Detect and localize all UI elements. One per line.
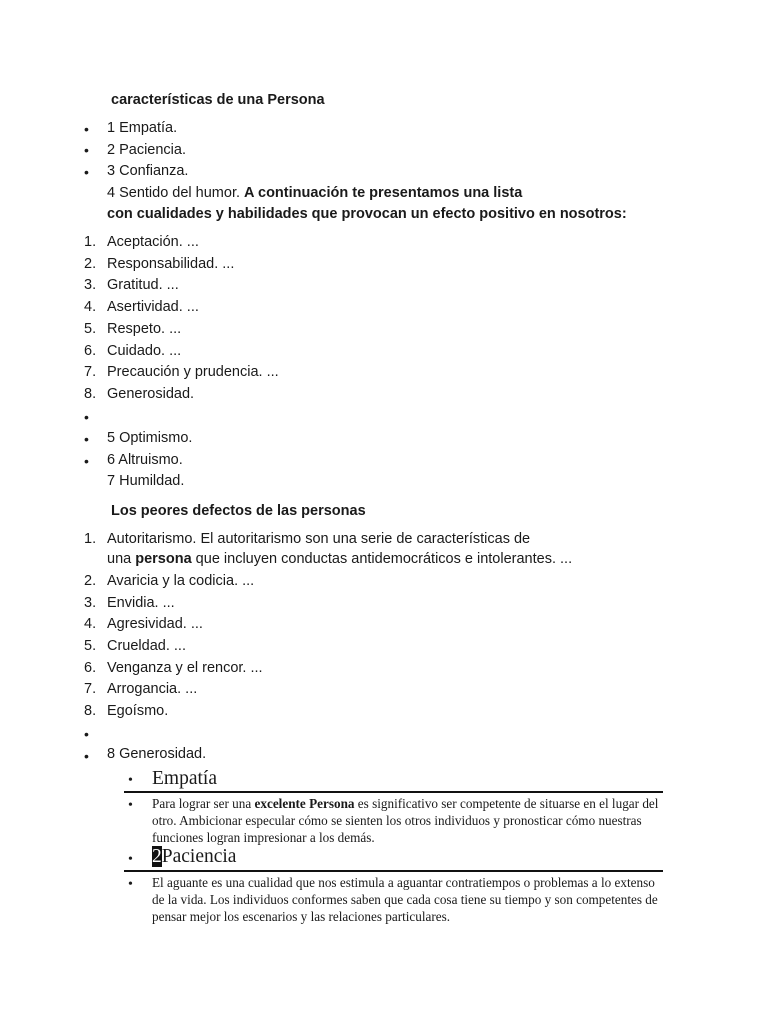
serif-heading-paciencia (152, 846, 236, 868)
bullet-dot: • (128, 773, 133, 788)
bullet-dot: • (84, 453, 89, 469)
bullet-dot: • (84, 726, 89, 742)
intro-line-1 (107, 185, 522, 201)
list-item: 2 Paciencia. (107, 142, 186, 158)
list-item: Arrogancia. ... (107, 681, 198, 697)
divider (124, 870, 663, 872)
item-text: una (107, 551, 136, 567)
bullet-dot: • (84, 142, 89, 158)
list-number: 8. (84, 386, 97, 402)
intro-bold-2: con cualidades y habilidades que provocan un efecto positivo en nosotros: (107, 206, 627, 222)
list-item: 3 Confianza. (107, 163, 189, 179)
list-item: 6 Altruismo. (107, 452, 183, 468)
list-item: Respeto. ... (107, 321, 182, 337)
list-item: Precaución y prudencia. ... (107, 364, 279, 380)
bullet-dot: • (84, 431, 89, 447)
bullet-dot: • (84, 409, 89, 425)
serif-heading-empatia: Empatía (152, 768, 217, 789)
para-text: es significativo ser competente de situarse en el lugar del otro. Ambicionar especular cómo se sienten los otros individuos y pronosticar cómo nuestras funciones logran impresionar a los demás. (152, 796, 659, 845)
bullet-dot: • (128, 877, 133, 892)
list-item: 8 Generosidad. (107, 746, 207, 762)
list-item: 5 Optimismo. (107, 430, 193, 446)
list-item: Asertividad. ... (107, 299, 199, 315)
list-item: Envidia. ... (107, 595, 175, 611)
bullet-dot: • (128, 798, 133, 813)
list-number: 1. (84, 234, 97, 250)
list-number: 5. (84, 321, 97, 337)
list-item: 7 Humildad. (107, 473, 185, 489)
list-number: 3. (84, 277, 97, 293)
list-item: Avaricia y la codicia. ... (107, 573, 255, 589)
list-number: 2. (84, 256, 97, 272)
list-item: Cuidado. ... (107, 343, 182, 359)
list-item: Crueldad. ... (107, 638, 186, 654)
list-item: Venganza y el rencor. ... (107, 660, 263, 676)
bullet-dot: • (128, 852, 133, 867)
section1-title: características de una Persona (111, 92, 325, 108)
list-item: Egoísmo. (107, 703, 169, 719)
heading-text: Paciencia (161, 846, 237, 867)
list-number: 3. (84, 595, 97, 611)
list-number: 1. (84, 531, 97, 547)
paragraph-paciencia: El aguante es una cualidad que nos estimula a aguantar contratiempos o problemas a lo extenso de la vida. Los individuos conformes saben que cada cosa tiene su tiempo y son competentes de pensar mejor los escenarios y las relaciones particulares. (152, 875, 658, 924)
intro-bold-1: A continuación te presentamos una lista (244, 185, 523, 201)
list-number: 5. (84, 638, 97, 654)
list-number: 6. (84, 660, 97, 676)
item-text: que incluyen conductas antidemocráticos e intolerantes. ... (191, 551, 573, 567)
intro-plain: 4 Sentido del humor. (107, 185, 245, 201)
list-number: 7. (84, 364, 97, 380)
list-item: Aceptación. ... (107, 234, 199, 250)
list-item: Agresividad. ... (107, 616, 203, 632)
item-bold: persona (135, 551, 192, 567)
list-item-line-2 (107, 551, 572, 567)
list-item: Generosidad. (107, 386, 195, 402)
list-number: 8. (84, 703, 97, 719)
list-item: Gratitud. ... (107, 277, 179, 293)
list-number: 7. (84, 681, 97, 697)
paragraph-empatia (152, 795, 662, 846)
highlighted-number: 2 (152, 846, 162, 867)
para-bold: excelente Persona (254, 796, 355, 811)
list-item: Responsabilidad. ... (107, 256, 235, 272)
para-text: Para lograr ser una (152, 796, 255, 811)
bullet-dot: • (84, 748, 89, 764)
list-number: 4. (84, 616, 97, 632)
list-number: 6. (84, 343, 97, 359)
divider (124, 791, 663, 793)
bullet-dot: • (84, 121, 89, 137)
bullet-dot: • (84, 164, 89, 180)
list-item-line-1: Autoritarismo. El autoritarismo son una serie de características de (107, 531, 531, 547)
section2-title: Los peores defectos de las personas (111, 503, 366, 519)
intro-line-2 (107, 206, 627, 222)
list-number: 4. (84, 299, 97, 315)
list-number: 2. (84, 573, 97, 589)
list-item: 1 Empatía. (107, 120, 178, 136)
